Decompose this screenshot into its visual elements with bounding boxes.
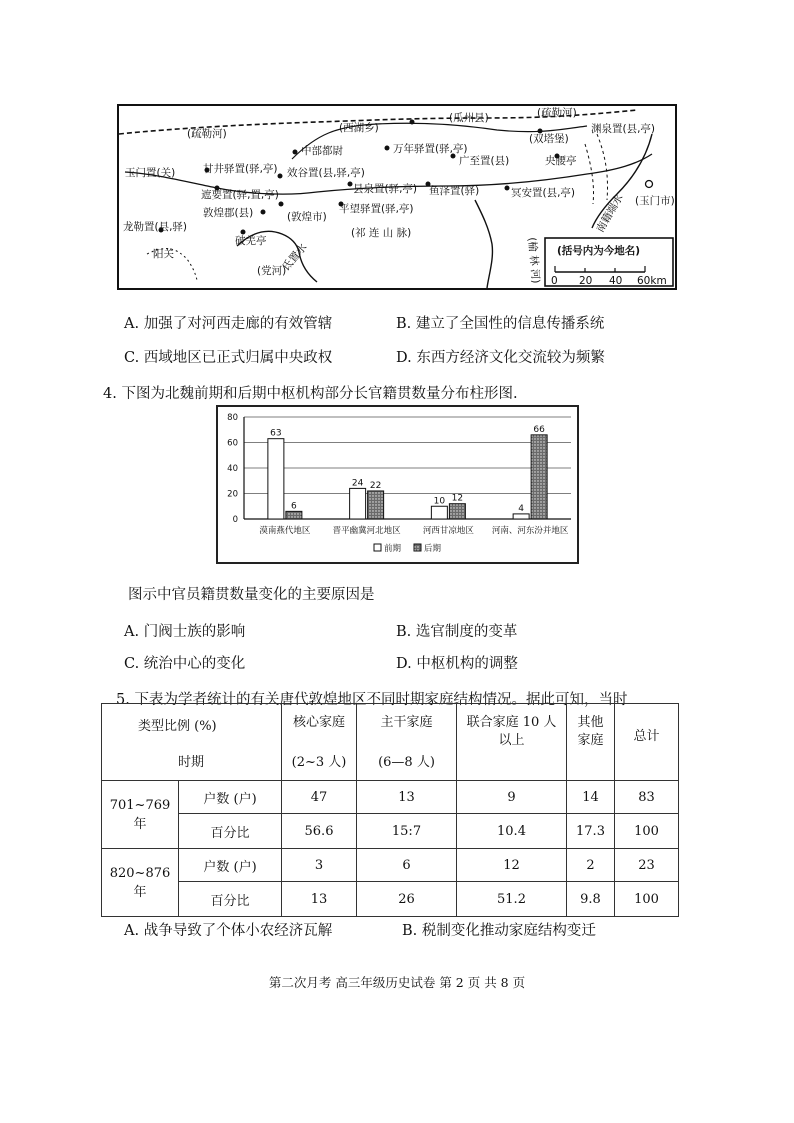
row-label: 户数 (户) bbox=[179, 781, 282, 814]
label-pingwangzhi: 平望驿置(驿,亭) bbox=[339, 203, 414, 215]
page-footer: 第二次月考 高三年级历史试卷 第 2 页 共 8 页 bbox=[268, 975, 526, 990]
bar-value-label: 66 bbox=[533, 424, 545, 435]
hexi-corridor-map bbox=[117, 104, 677, 290]
x-category-label: 晋平幽冀河北地区 bbox=[332, 526, 401, 536]
label-mingan: 冥安置(县,亭) bbox=[511, 187, 576, 199]
bar-value-label: 22 bbox=[369, 480, 382, 491]
header-nuclear-sub: (2~3 人) bbox=[291, 755, 347, 770]
legend-title: (括号内为今地名) bbox=[557, 245, 641, 257]
bar-early bbox=[268, 439, 284, 519]
label-qilian: (祁 连 山 脉) bbox=[351, 227, 412, 239]
table-cell: 23 bbox=[615, 849, 679, 882]
scale-0: 0 bbox=[551, 275, 558, 287]
bar-value-label: 10 bbox=[433, 496, 446, 507]
header-stem-label: 主干家庭 bbox=[380, 715, 433, 730]
y-tick-label: 80 bbox=[227, 413, 238, 423]
family-structure-table bbox=[101, 703, 679, 917]
scale-20: 20 bbox=[579, 275, 593, 287]
header-nuclear-label: 核心家庭 bbox=[292, 715, 345, 730]
chart-legend bbox=[374, 543, 442, 554]
header-joint-label: 联合家庭 10 人以上 bbox=[466, 715, 557, 748]
chart-bars bbox=[268, 425, 547, 519]
label-guangzhizhi: 广至置(县) bbox=[459, 155, 510, 167]
label-yumenzhi: 玉门置(关) bbox=[125, 167, 176, 179]
label-dunhuangjun: 敦煌郡(县) bbox=[203, 207, 254, 219]
q5-stem: 5. 下表为学者统计的有关唐代敦煌地区不同时期家庭结构情况。据此可知，当时 bbox=[116, 692, 628, 708]
q4-option-b: B. 选官制度的变革 bbox=[396, 624, 518, 640]
table-cell: 26 bbox=[357, 882, 457, 917]
y-tick-label: 0 bbox=[232, 515, 238, 525]
table-header-row bbox=[102, 704, 679, 781]
label-dunhuangshi: (敦煌市) bbox=[287, 211, 327, 223]
table-cell: 15:7 bbox=[357, 814, 457, 849]
table-cell: 100 bbox=[615, 882, 679, 917]
label-guazhouxian: (瓜州县) bbox=[449, 112, 489, 124]
header-total-label: 总计 bbox=[633, 729, 660, 744]
y-tick-label: 40 bbox=[227, 464, 238, 474]
bar-value-label: 12 bbox=[451, 493, 464, 504]
label-yumenshi: (玉门市) bbox=[635, 195, 675, 207]
bar-late bbox=[286, 511, 302, 519]
table-cell: 17.3 bbox=[567, 814, 615, 849]
header-period: 时期 bbox=[178, 755, 205, 770]
row-label: 户数 (户) bbox=[179, 849, 282, 882]
table-row bbox=[102, 781, 679, 814]
label-danghe: (党河) bbox=[257, 265, 287, 277]
table-row bbox=[102, 882, 679, 917]
header-type-ratio: 类型比例 (%) bbox=[138, 719, 217, 734]
q4-stem: 4. 下图为北魏前期和后期中枢机构部分长官籍贯数量分布柱形图. bbox=[103, 386, 518, 402]
header-stem-sub: (6—8 人) bbox=[378, 755, 435, 770]
q3-option-b: B. 建立了全国性的信息传播系统 bbox=[396, 316, 605, 332]
header-nuclear bbox=[282, 704, 357, 781]
header-other bbox=[567, 704, 615, 781]
bar-value-label: 24 bbox=[351, 478, 364, 489]
label-zhongbudouwei: 中部都尉 bbox=[301, 145, 343, 157]
table-cell: 14 bbox=[567, 781, 615, 814]
scale-40: 40 bbox=[609, 275, 623, 287]
bar-early bbox=[350, 488, 366, 519]
label-yangguan: 阳关 bbox=[153, 248, 174, 260]
officials-bar-chart bbox=[216, 405, 579, 564]
label-ganjingyi: 甘井驿置(驿,亭) bbox=[203, 163, 278, 175]
label-yulinhe: (榆 林 河) bbox=[525, 236, 542, 285]
period-cell: 820~876 年 bbox=[102, 849, 179, 917]
label-dangheshui: 氐置水 bbox=[280, 241, 310, 274]
label-yangmingzhi: 央腰亭 bbox=[545, 155, 577, 167]
q4-option-c: C. 统治中心的变化 bbox=[124, 656, 246, 672]
bar-late bbox=[449, 504, 465, 519]
header-joint bbox=[457, 704, 567, 781]
period-cell: 701~769 年 bbox=[102, 781, 179, 849]
y-tick-label: 20 bbox=[227, 489, 238, 500]
bar-late bbox=[368, 491, 384, 519]
y-tick-label: 60 bbox=[227, 438, 238, 449]
q3-option-d: D. 东西方经济文化交流较为频繁 bbox=[396, 350, 605, 366]
legend-swatch-late bbox=[414, 544, 421, 551]
table-cell: 83 bbox=[615, 781, 679, 814]
bar-early bbox=[513, 514, 529, 519]
x-category-label: 漠南燕代地区 bbox=[259, 526, 311, 536]
table-cell: 9 bbox=[457, 781, 567, 814]
table-cell: 6 bbox=[357, 849, 457, 882]
label-shulehe-left: (疏勒河) bbox=[187, 128, 227, 140]
label-longlezhi: 龙勒置(县,驿) bbox=[123, 221, 188, 233]
legend-label-late: 后期 bbox=[424, 544, 442, 554]
table-cell: 2 bbox=[567, 849, 615, 882]
label-qingquanzhi: 渊泉置(县,亭) bbox=[591, 123, 656, 135]
q3-option-c: C. 西域地区已正式归属中央政权 bbox=[124, 350, 333, 366]
label-shuangtaji: (双塔堡) bbox=[529, 133, 569, 145]
x-axis-labels bbox=[259, 525, 569, 536]
header-other-label: 其他家庭 bbox=[577, 715, 604, 748]
row-label: 百分比 bbox=[179, 882, 282, 917]
bar-late bbox=[531, 435, 547, 519]
label-yuzezhi: 鱼泽置(驿) bbox=[429, 185, 480, 197]
bar-value-label: 63 bbox=[270, 428, 282, 439]
table-cell: 56.6 bbox=[282, 814, 357, 849]
table-cell: 47 bbox=[282, 781, 357, 814]
table-cell: 10.4 bbox=[457, 814, 567, 849]
q5-option-a: A. 战争导致了个体小农经济瓦解 bbox=[124, 923, 333, 939]
bar-value-label: 4 bbox=[518, 503, 524, 514]
bar-value-label: 6 bbox=[291, 501, 297, 512]
label-wannianyizhi: 万年驿置(驿,亭) bbox=[393, 143, 468, 155]
q4-option-a: A. 门阀士族的影响 bbox=[124, 624, 246, 640]
header-type-period bbox=[102, 704, 282, 781]
label-xiaoguzhi: 效谷置(县,驿,亭) bbox=[287, 167, 365, 179]
legend-label-early: 前期 bbox=[384, 544, 402, 554]
q3-option-a: A. 加强了对河西走廊的有效管辖 bbox=[124, 316, 333, 332]
table-cell: 13 bbox=[282, 882, 357, 917]
table-cell: 100 bbox=[615, 814, 679, 849]
header-total bbox=[615, 704, 679, 781]
label-poqiangting: 破羌亭 bbox=[235, 235, 267, 247]
q4-question: 图示中官员籍贯数量变化的主要原因是 bbox=[128, 587, 375, 603]
table-cell: 3 bbox=[282, 849, 357, 882]
label-xuanquanzhi: 遮要置(驿,置,亭) bbox=[201, 189, 279, 201]
table-row bbox=[102, 814, 679, 849]
scale-60: 60km bbox=[637, 275, 667, 287]
table-cell: 9.8 bbox=[567, 882, 615, 917]
row-label: 百分比 bbox=[179, 814, 282, 849]
x-category-label: 河南、河东汾并地区 bbox=[491, 526, 569, 536]
q4-option-d: D. 中枢机构的调整 bbox=[396, 656, 518, 672]
x-category-label: 河西甘凉地区 bbox=[422, 526, 474, 536]
table-cell: 13 bbox=[357, 781, 457, 814]
bar-early bbox=[431, 506, 447, 519]
label-xuanquan2: 县泉置(驿,亭) bbox=[353, 183, 418, 195]
table-row bbox=[102, 849, 679, 882]
label-shulehe-right: (疏勒河) bbox=[537, 107, 577, 119]
header-stem bbox=[357, 704, 457, 781]
q5-option-b: B. 税制变化推动家庭结构变迁 bbox=[402, 923, 596, 939]
label-nanjishui: 南籍端水 bbox=[594, 192, 626, 235]
label-xihuxiang: (西湖乡) bbox=[339, 122, 379, 134]
table-cell: 12 bbox=[457, 849, 567, 882]
table-cell: 51.2 bbox=[457, 882, 567, 917]
legend-swatch-early bbox=[374, 544, 381, 551]
